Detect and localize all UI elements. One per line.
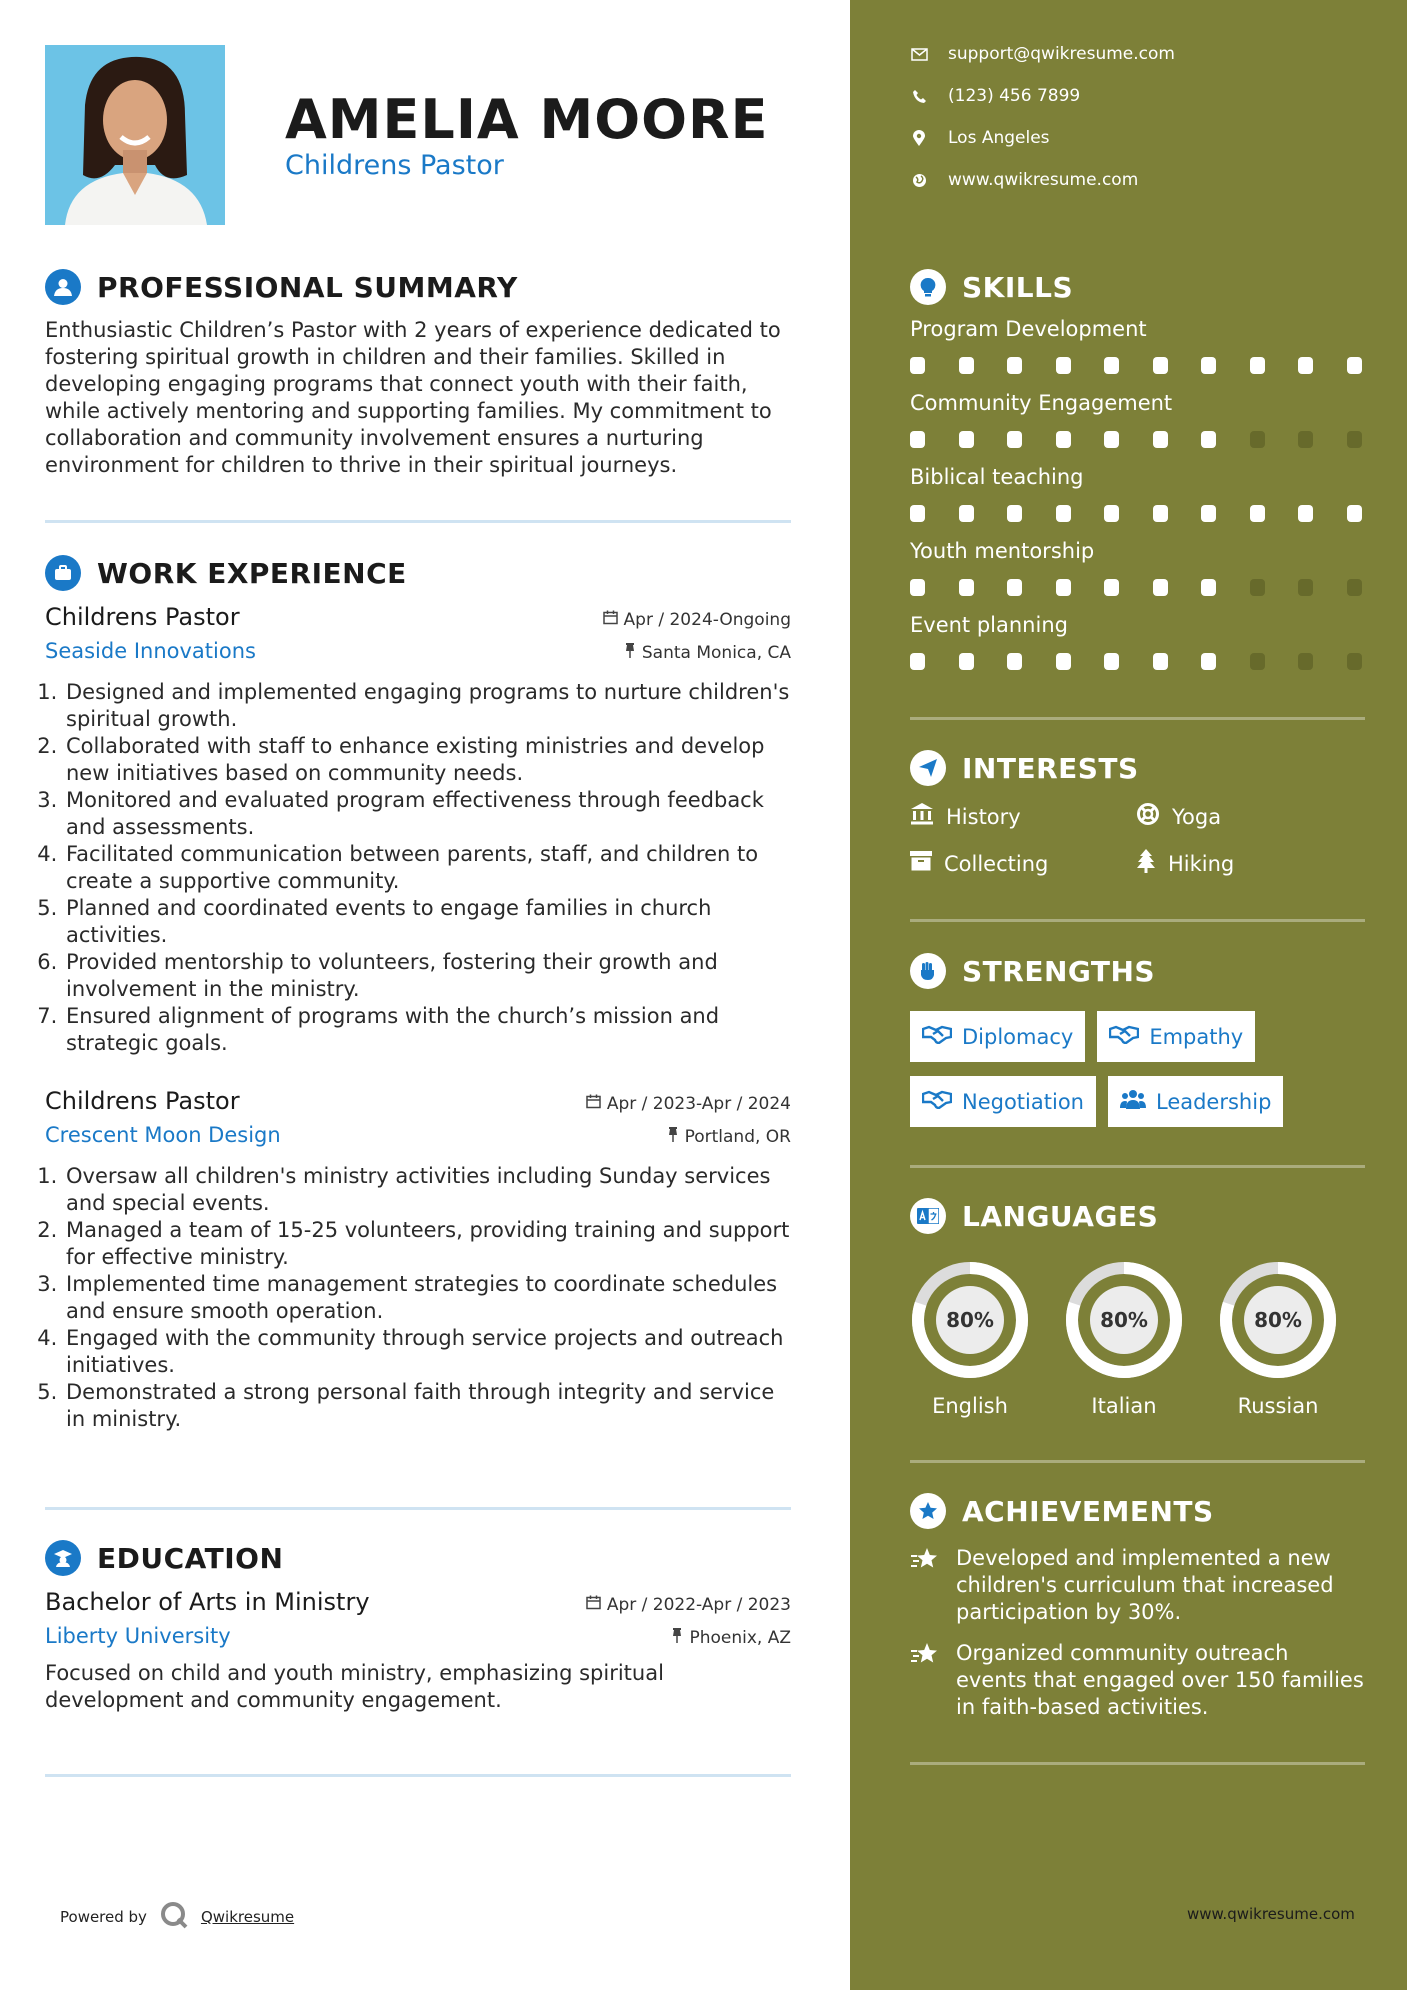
strengths-list xyxy=(910,1011,1365,1127)
skill-dot xyxy=(1347,505,1362,522)
calendar-icon xyxy=(586,1595,601,1615)
skill-dot xyxy=(1007,505,1022,522)
interests-section xyxy=(910,748,1365,878)
divider xyxy=(910,1762,1365,1765)
achievements-section xyxy=(910,1491,1365,1721)
skill-item xyxy=(910,391,1365,448)
skill-dot xyxy=(1153,653,1168,670)
skill-item xyxy=(910,465,1365,522)
skill-dot xyxy=(1298,505,1313,522)
list-item: 1. Oversaw all children's ministry activities including Sunday services and special events. xyxy=(64,1163,791,1217)
interests-list xyxy=(910,802,1365,878)
skill-dot xyxy=(1104,653,1119,670)
achievements-list xyxy=(910,1545,1365,1721)
skill-dot xyxy=(1007,431,1022,448)
graduate-icon xyxy=(45,1540,81,1576)
skill-dot xyxy=(959,653,974,670)
list-item: 4. Facilitated communication between parents, staff, and children to create a supportive community. xyxy=(64,841,791,895)
contact-website[interactable]: www.qwikresume.com xyxy=(910,170,1138,190)
languages-title: LANGUAGES xyxy=(962,1199,1159,1233)
tree-icon xyxy=(1136,849,1156,878)
language-percent: 80% xyxy=(1254,1308,1302,1332)
skill-dot xyxy=(1201,579,1216,596)
job-company: Crescent Moon Design xyxy=(45,1123,281,1147)
list-item: 1. Designed and implemented engaging programs to nurture children's spiritual growth. xyxy=(64,679,791,733)
skill-dot xyxy=(910,653,925,670)
qwikresume-logo-icon xyxy=(159,1900,189,1934)
contact-phone[interactable]: (123) 456 7899 xyxy=(910,86,1080,106)
list-item: 6. Provided mentorship to volunteers, fostering their growth and involvement in the ministry. xyxy=(64,949,791,1003)
summary-title: PROFESSIONAL SUMMARY xyxy=(97,270,518,304)
experience-title: WORK EXPERIENCE xyxy=(97,556,407,590)
list-item: 3. Implemented time management strategies to coordinate schedules and ensure smooth operation. xyxy=(64,1271,791,1325)
calendar-icon xyxy=(603,610,618,630)
skill-name: Biblical teaching xyxy=(910,465,1084,489)
job-bullets xyxy=(45,1163,791,1433)
job-entry xyxy=(45,1087,791,1433)
handshake-icon xyxy=(922,1089,952,1114)
school-name: Liberty University xyxy=(45,1624,231,1648)
divider xyxy=(910,1460,1365,1463)
strength-tag: Negotiation xyxy=(910,1076,1096,1127)
skill-dot xyxy=(1104,357,1119,374)
pin-icon xyxy=(671,1628,683,1648)
experience-section xyxy=(45,553,791,1433)
skill-dot xyxy=(1201,505,1216,522)
interests-title: INTERESTS xyxy=(962,751,1139,785)
sidebar xyxy=(850,0,1407,1990)
language-name: Russian xyxy=(1237,1394,1319,1418)
handshake-icon xyxy=(1109,1024,1139,1049)
skill-dot xyxy=(1250,579,1265,596)
education-description: Focused on child and youth ministry, emphasizing spiritual development and community engagement. xyxy=(45,1661,664,1712)
powered-by-label: Powered by xyxy=(60,1908,147,1926)
list-item: 4. Engaged with the community through service projects and outreach initiatives. xyxy=(64,1325,791,1379)
skill-dot xyxy=(910,431,925,448)
briefcase-icon xyxy=(45,555,81,591)
list-item: 3. Monitored and evaluated program effectiveness through feedback and assessments. xyxy=(64,787,791,841)
interest-item: History xyxy=(910,802,1136,831)
skill-dot xyxy=(1056,653,1071,670)
lifebuoy-icon xyxy=(1136,802,1160,831)
job-location: Portland, OR xyxy=(667,1127,791,1147)
skills-list xyxy=(910,317,1365,670)
skill-dot xyxy=(1347,357,1362,374)
interest-item: Yoga xyxy=(1136,802,1336,831)
language-item xyxy=(1218,1260,1338,1418)
skill-name: Youth mentorship xyxy=(910,539,1095,563)
job-title: Childrens Pastor xyxy=(45,603,240,631)
job-title: Childrens Pastor xyxy=(45,1087,240,1115)
skill-name: Program Development xyxy=(910,317,1147,341)
skill-dot xyxy=(1201,431,1216,448)
contact-email[interactable]: support@qwikresume.com xyxy=(910,44,1175,64)
archive-icon xyxy=(910,851,932,876)
divider xyxy=(910,1165,1365,1168)
skill-dot xyxy=(1153,579,1168,596)
interest-item: Collecting xyxy=(910,849,1136,878)
list-item: 7. Ensured alignment of programs with the church’s mission and strategic goals. xyxy=(64,1003,791,1057)
skill-level xyxy=(910,431,1362,448)
star-icon xyxy=(910,1640,940,1721)
job-location: Santa Monica, CA xyxy=(624,643,791,663)
divider xyxy=(45,1507,791,1510)
users-icon xyxy=(1120,1089,1146,1114)
list-item: 5. Planned and coordinated events to engage families in church activities. xyxy=(64,895,791,949)
bank-icon xyxy=(910,803,934,830)
list-item: 5. Demonstrated a strong personal faith through integrity and service in ministry. xyxy=(64,1379,791,1433)
language-item xyxy=(1064,1260,1184,1418)
language-percent: 80% xyxy=(946,1308,994,1332)
languages-section xyxy=(910,1196,1365,1418)
skill-item xyxy=(910,613,1365,670)
job-company: Seaside Innovations xyxy=(45,639,256,663)
divider xyxy=(45,520,791,523)
skill-dot xyxy=(910,579,925,596)
pin-icon xyxy=(667,1127,679,1147)
skill-dot xyxy=(1298,357,1313,374)
skill-dot xyxy=(1104,431,1119,448)
skill-dot xyxy=(1201,653,1216,670)
education-date: Apr / 2022-Apr / 2023 xyxy=(586,1595,791,1615)
education-section xyxy=(45,1538,791,1714)
strength-tag: Empathy xyxy=(1097,1011,1255,1062)
job-bullets xyxy=(45,679,791,1057)
language-ring xyxy=(1064,1260,1184,1380)
calendar-icon xyxy=(586,1094,601,1114)
skill-dot xyxy=(1056,357,1071,374)
interest-item: Hiking xyxy=(1136,849,1336,878)
skill-dot xyxy=(1104,505,1119,522)
skill-item xyxy=(910,317,1365,374)
skill-name: Community Engagement xyxy=(910,391,1173,415)
skill-level xyxy=(910,653,1362,670)
skill-name: Event planning xyxy=(910,613,1068,637)
handshake-icon xyxy=(922,1024,952,1049)
powered-by xyxy=(60,1900,294,1934)
skill-dot xyxy=(1298,579,1313,596)
skill-dot xyxy=(959,579,974,596)
skill-dot xyxy=(1007,357,1022,374)
skill-item xyxy=(910,539,1365,596)
language-name: Italian xyxy=(1091,1394,1157,1418)
achievement-item: Organized community outreach events that engaged over 150 families in faith-based activities. xyxy=(910,1640,1365,1721)
achievement-item: Developed and implemented a new children's curriculum that increased participation by 30%. xyxy=(910,1545,1365,1626)
job-date: Apr / 2024-Ongoing xyxy=(603,610,791,630)
skill-dot xyxy=(910,505,925,522)
star-icon xyxy=(910,1545,940,1626)
skill-dot xyxy=(1153,357,1168,374)
skill-dot xyxy=(1250,505,1265,522)
skill-dot xyxy=(1007,579,1022,596)
strength-tag: Leadership xyxy=(1108,1076,1283,1127)
user-icon xyxy=(45,269,81,305)
candidate-role: Childrens Pastor xyxy=(285,150,504,181)
skill-dot xyxy=(959,357,974,374)
language-ring xyxy=(1218,1260,1338,1380)
raised-fist-icon xyxy=(910,953,946,989)
summary-text: Enthusiastic Children’s Pastor with 2 years of experience dedicated to fostering spiritual growth in children and their families. Skilled in developing engaging programs that connect youth with their faith, while actively mentoring and supporting families. My commitment to collaboration and community involvement ensures a nurturing environment for children to thrive in their spiritual journeys. xyxy=(45,318,781,477)
degree-title: Bachelor of Arts in Ministry xyxy=(45,1588,370,1616)
strengths-section xyxy=(910,951,1365,1127)
skill-dot xyxy=(1347,653,1362,670)
language-name: English xyxy=(932,1394,1008,1418)
language-item xyxy=(910,1260,1030,1418)
skill-dot xyxy=(910,357,925,374)
strength-tag: Diplomacy xyxy=(910,1011,1085,1062)
footer-url[interactable]: www.qwikresume.com xyxy=(1187,1905,1355,1923)
skill-dot xyxy=(959,431,974,448)
skill-dot xyxy=(1056,505,1071,522)
list-item: 2. Collaborated with staff to enhance existing ministries and develop new initiatives based on community needs. xyxy=(64,733,791,787)
skill-dot xyxy=(959,505,974,522)
brand-link[interactable]: Qwikresume xyxy=(200,1908,295,1926)
languages-list xyxy=(910,1260,1365,1418)
envelope-icon xyxy=(910,48,928,61)
skill-dot xyxy=(1347,579,1362,596)
phone-icon xyxy=(910,89,928,104)
skill-dot xyxy=(1347,431,1362,448)
translate-icon xyxy=(910,1198,946,1234)
skill-dot xyxy=(1153,505,1168,522)
education-entry xyxy=(45,1588,791,1714)
education-title: EDUCATION xyxy=(97,1541,284,1575)
skill-level xyxy=(910,579,1362,596)
skill-dot xyxy=(1250,357,1265,374)
skill-level xyxy=(910,357,1362,374)
globe-icon xyxy=(910,173,928,188)
star-badge-icon xyxy=(910,1493,946,1529)
job-date: Apr / 2023-Apr / 2024 xyxy=(586,1094,791,1114)
strengths-title: STRENGTHS xyxy=(962,954,1156,988)
paper-plane-icon xyxy=(910,750,946,786)
skills-section xyxy=(910,267,1365,687)
skill-dot xyxy=(1250,431,1265,448)
skill-dot xyxy=(1007,653,1022,670)
divider xyxy=(45,1774,791,1777)
lightbulb-icon xyxy=(910,269,946,305)
skills-title: SKILLS xyxy=(962,270,1074,304)
skill-dot xyxy=(1153,431,1168,448)
summary-section xyxy=(45,267,791,479)
divider xyxy=(910,919,1365,922)
skill-dot xyxy=(1298,653,1313,670)
language-ring xyxy=(910,1260,1030,1380)
skill-dot xyxy=(1298,431,1313,448)
candidate-name: AMELIA MOORE xyxy=(285,88,769,151)
language-percent: 80% xyxy=(1100,1308,1148,1332)
skill-dot xyxy=(1201,357,1216,374)
skill-dot xyxy=(1056,431,1071,448)
map-marker-icon xyxy=(910,130,928,146)
pin-icon xyxy=(624,643,636,663)
divider xyxy=(910,717,1365,720)
education-location: Phoenix, AZ xyxy=(671,1628,791,1648)
skill-dot xyxy=(1104,579,1119,596)
skill-dot xyxy=(1250,653,1265,670)
achievements-title: ACHIEVEMENTS xyxy=(962,1494,1214,1528)
contact-location: Los Angeles xyxy=(910,128,1050,148)
profile-photo xyxy=(45,45,225,225)
skill-dot xyxy=(1056,579,1071,596)
skill-level xyxy=(910,505,1362,522)
job-entry xyxy=(45,603,791,1057)
list-item: 2. Managed a team of 15-25 volunteers, providing training and support for effective ministry. xyxy=(64,1217,791,1271)
